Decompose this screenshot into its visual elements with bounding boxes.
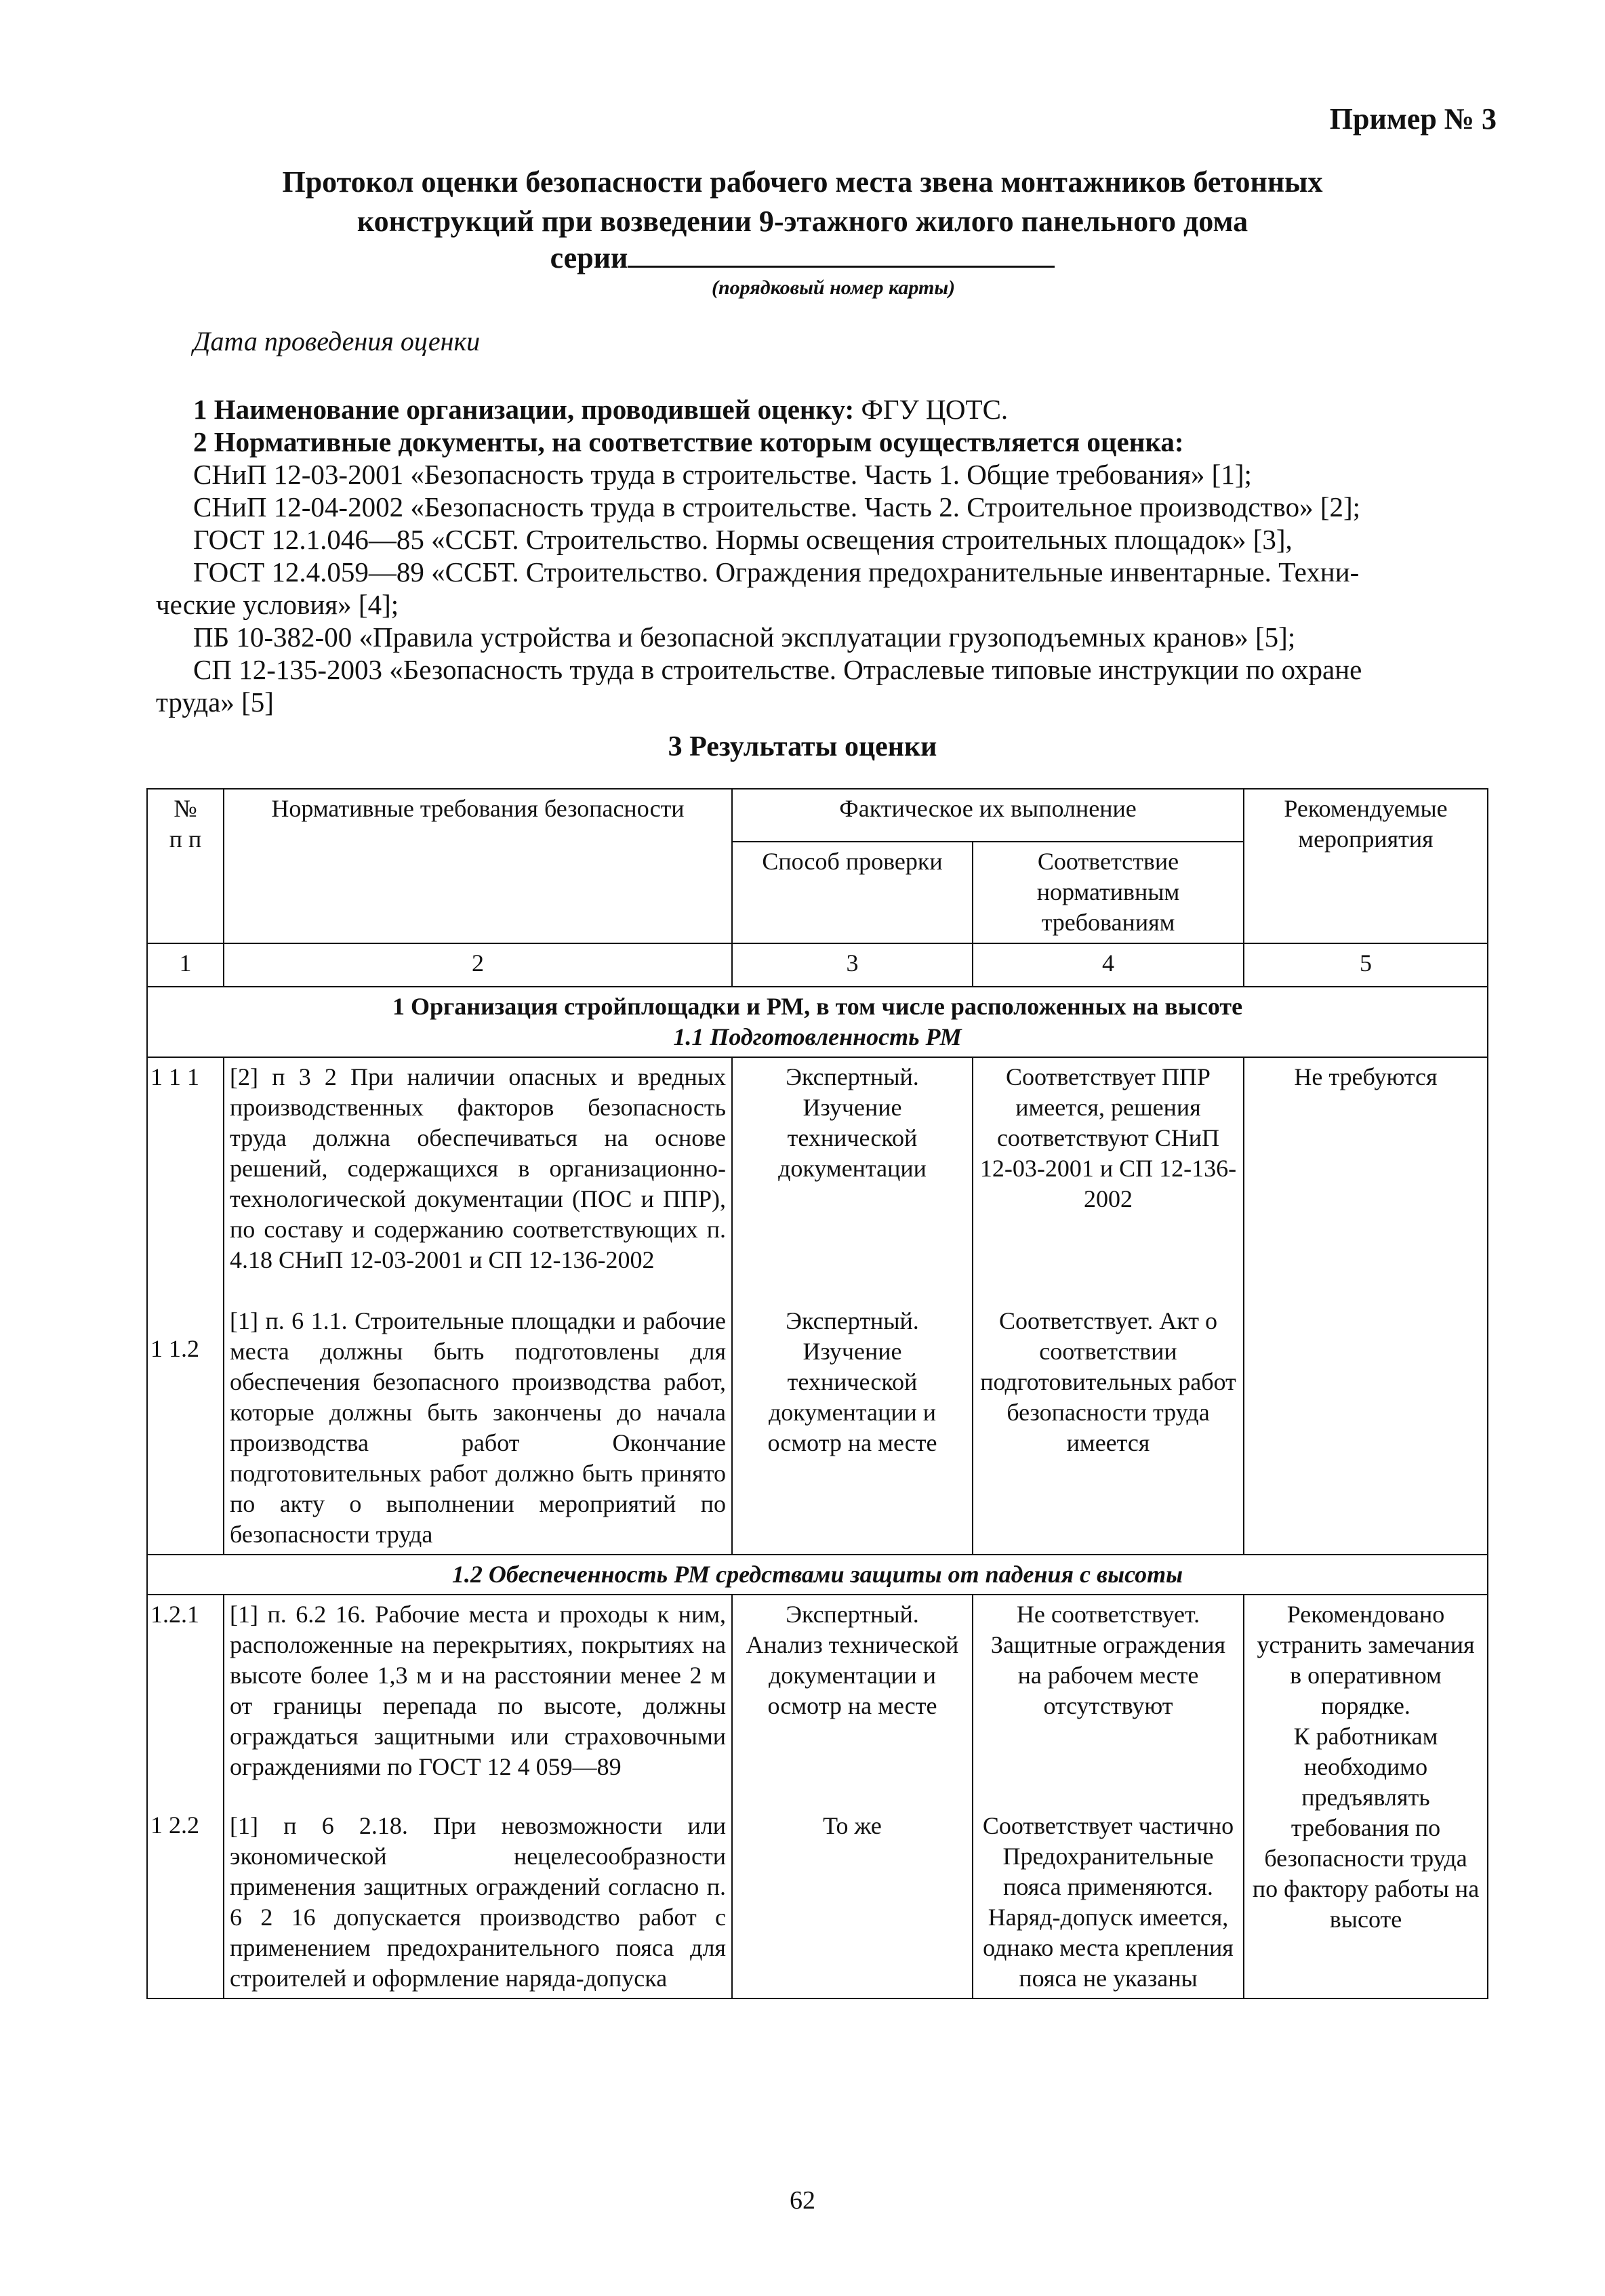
row-number: [147, 1057, 224, 1555]
requirement-1-2-1: [1] п. 6.2 16. Рабочие места и проходы к ним, расположенные на перекрытиях, покрытиях на высоте более 1,3 м и на расстоянии менее 2 м от границы перепада по высоте, должны ограждаться защитными или страховочными ограждениями по ГОСТ 12 4 059—89: [230, 1601, 726, 1780]
doc-line: СНиП 12-04-2002 «Безопасность труда в строительстве. Часть 2. Строительное производство» [2];: [193, 491, 1361, 522]
docs-label: 2 Нормативные документы, на соответствие которым осуществляется оценка:: [193, 426, 1184, 457]
series-blank-field: [628, 239, 1055, 268]
doc-line: ГОСТ 12.4.059—89 «ССБТ. Строительство. Ограждения предохранительные инвентарные. Техни-: [193, 556, 1360, 588]
header-requirements: Нормативные требования безопасности: [224, 789, 732, 943]
title-line-1: Протокол оценки безопасности рабочего места звена монтажников бетонных: [282, 165, 1323, 199]
section-1-2-title: 1.2 Обеспеченность РМ средствами защиты от падения с высоты: [147, 1555, 1488, 1595]
table-header-row: [147, 789, 1488, 842]
section-1-row: [147, 987, 1488, 1057]
compliance-1-1-1: Соответствует ППР имеется, решения соответствуют СНиП 12-03-2001 и СП 12-136-2002: [979, 1063, 1237, 1212]
requirement-1-1-1: [2] п 3 2 При наличии опасных и вредных производственных факторов безопасность труда должна обеспечиваться на основе решений, содержащихся в организационно-технологической документации (ПОС и ППР), по составу и содержанию соответствующих п. 4.18 СНиП 12-03-2001 и СП 12-136-2002: [230, 1063, 726, 1273]
series-label: серии: [550, 241, 628, 274]
method-1-2-2: То же: [823, 1812, 882, 1839]
method-1-1-2: Экспертный. Изучение технической документации и осмотр на месте: [767, 1307, 937, 1456]
org-value: ФГУ ЦОТС.: [854, 394, 1009, 425]
doc-line: СНиП 12-03-2001 «Безопасность труда в строительстве. Часть 1. Общие требования» [1];: [193, 459, 1252, 490]
method-1-1-1: Экспертный. Изучение технической документации: [778, 1063, 927, 1182]
intro-section: [156, 393, 1505, 718]
intro-item-1: [193, 393, 1505, 426]
row-number-1-2-1: 1.2.1: [150, 1601, 199, 1628]
card-number-note: (порядковый номер карты): [712, 276, 956, 299]
table-row: [147, 1057, 1488, 1555]
compliance-1-2-2: Соответствует частично Предохранительные пояса применяются. Наряд-допуск имеется, однако места крепления пояса не указаны: [982, 1812, 1234, 1992]
title-line-2: конструкций при возведении 9-этажного жилого панельного дома: [357, 205, 1248, 238]
results-heading: 3 Результаты оценки: [668, 731, 937, 762]
page-number: 62: [790, 2186, 815, 2215]
column-number: 3: [732, 943, 973, 987]
method-cell: [732, 1057, 973, 1555]
header-compliance: Соответствие нормативным требованиям: [973, 842, 1244, 943]
header-actual: Фактическое их выполнение: [732, 789, 1244, 842]
doc-line: СП 12-135-2003 «Безопасность труда в строительстве. Отраслевые типовые инструкции по охране: [193, 654, 1362, 685]
section-1-title: 1 Организация стройплощадки и РМ, в том числе расположенных на высоте: [392, 993, 1243, 1020]
doc-line: ГОСТ 12.1.046—85 «ССБТ. Строительство. Нормы освещения строительных площадок» [3],: [193, 524, 1293, 555]
column-numbers-row: [147, 943, 1488, 987]
row-number-1-2-2: 1 2.2: [150, 1811, 199, 1839]
intro-item-2: [193, 426, 1505, 458]
series-line: [0, 239, 1605, 278]
column-number: 2: [224, 943, 732, 987]
header-method: Способ проверки: [732, 842, 973, 943]
column-number: 1: [147, 943, 224, 987]
column-number: 5: [1244, 943, 1488, 987]
method-1-2-1: Экспертный. Анализ технической документации и осмотр на месте: [746, 1601, 959, 1719]
example-number: Пример № 3: [1329, 102, 1497, 136]
section-1-2-row: [147, 1555, 1488, 1595]
requirement-1-2-2: [1] п 6 2.18. При невозможности или экономической нецелесообразности применения защитных ограждений согласно п. 6 2 16 допускается производство работ с применением предохранительного пояса для строителей и оформление наряда-допуска: [230, 1812, 726, 1992]
compliance-cell: [973, 1595, 1244, 1998]
compliance-cell: [973, 1057, 1244, 1555]
requirement-cell: [224, 1057, 732, 1555]
org-label: 1 Наименование организации, проводившей оценку:: [193, 394, 855, 425]
doc-line: труда» [5]: [156, 686, 274, 718]
header-recommended: Рекомендуемые мероприятия: [1244, 789, 1488, 943]
recommendation-1-1-1: Не требуются: [1294, 1063, 1438, 1090]
section-1-1-subtitle: 1.1 Подготовленность РМ: [673, 1023, 962, 1050]
results-table: [146, 788, 1488, 1999]
doc-line: ПБ 10-382-00 «Правила устройства и безопасной эксплуатации грузоподъемных кранов» [5];: [193, 621, 1296, 653]
compliance-1-2-1: Не соответствует. Защитные ограждения на рабочем месте отсутствуют: [990, 1601, 1226, 1719]
requirement-cell: [224, 1595, 732, 1998]
method-cell: [732, 1595, 973, 1998]
header-num: № п п: [147, 789, 224, 943]
table-row: [147, 1595, 1488, 1998]
recommendation-1-2: Рекомендовано устранить замечания в оперативном порядке. К работникам необходимо предъявлять требования по безопасности труда по фактору работы на высоте: [1244, 1595, 1488, 1998]
doc-line: ческие условия» [4];: [156, 589, 399, 620]
row-number-1-1-2: 1 1.2: [150, 1335, 199, 1362]
row-number: [147, 1595, 224, 1998]
compliance-1-1-2: Соответствует. Акт о соответствии подготовительных работ безопасности труда имеется: [980, 1307, 1236, 1456]
requirement-1-1-2: [1] п. 6 1.1. Строительные площадки и рабочие места должны быть подготовлены для обеспечения безопасного производства работ, которые должны быть закончены до начала производства работ Окончание подготовительных работ должно быть принято по акту о выполнении мероприятий по безопасности труда: [230, 1307, 726, 1548]
assessment-date-label: Дата проведения оценки: [193, 326, 481, 356]
row-number-1-1-1: 1 1 1: [150, 1063, 199, 1090]
column-number: 4: [973, 943, 1244, 987]
recommendation-cell: [1244, 1057, 1488, 1555]
